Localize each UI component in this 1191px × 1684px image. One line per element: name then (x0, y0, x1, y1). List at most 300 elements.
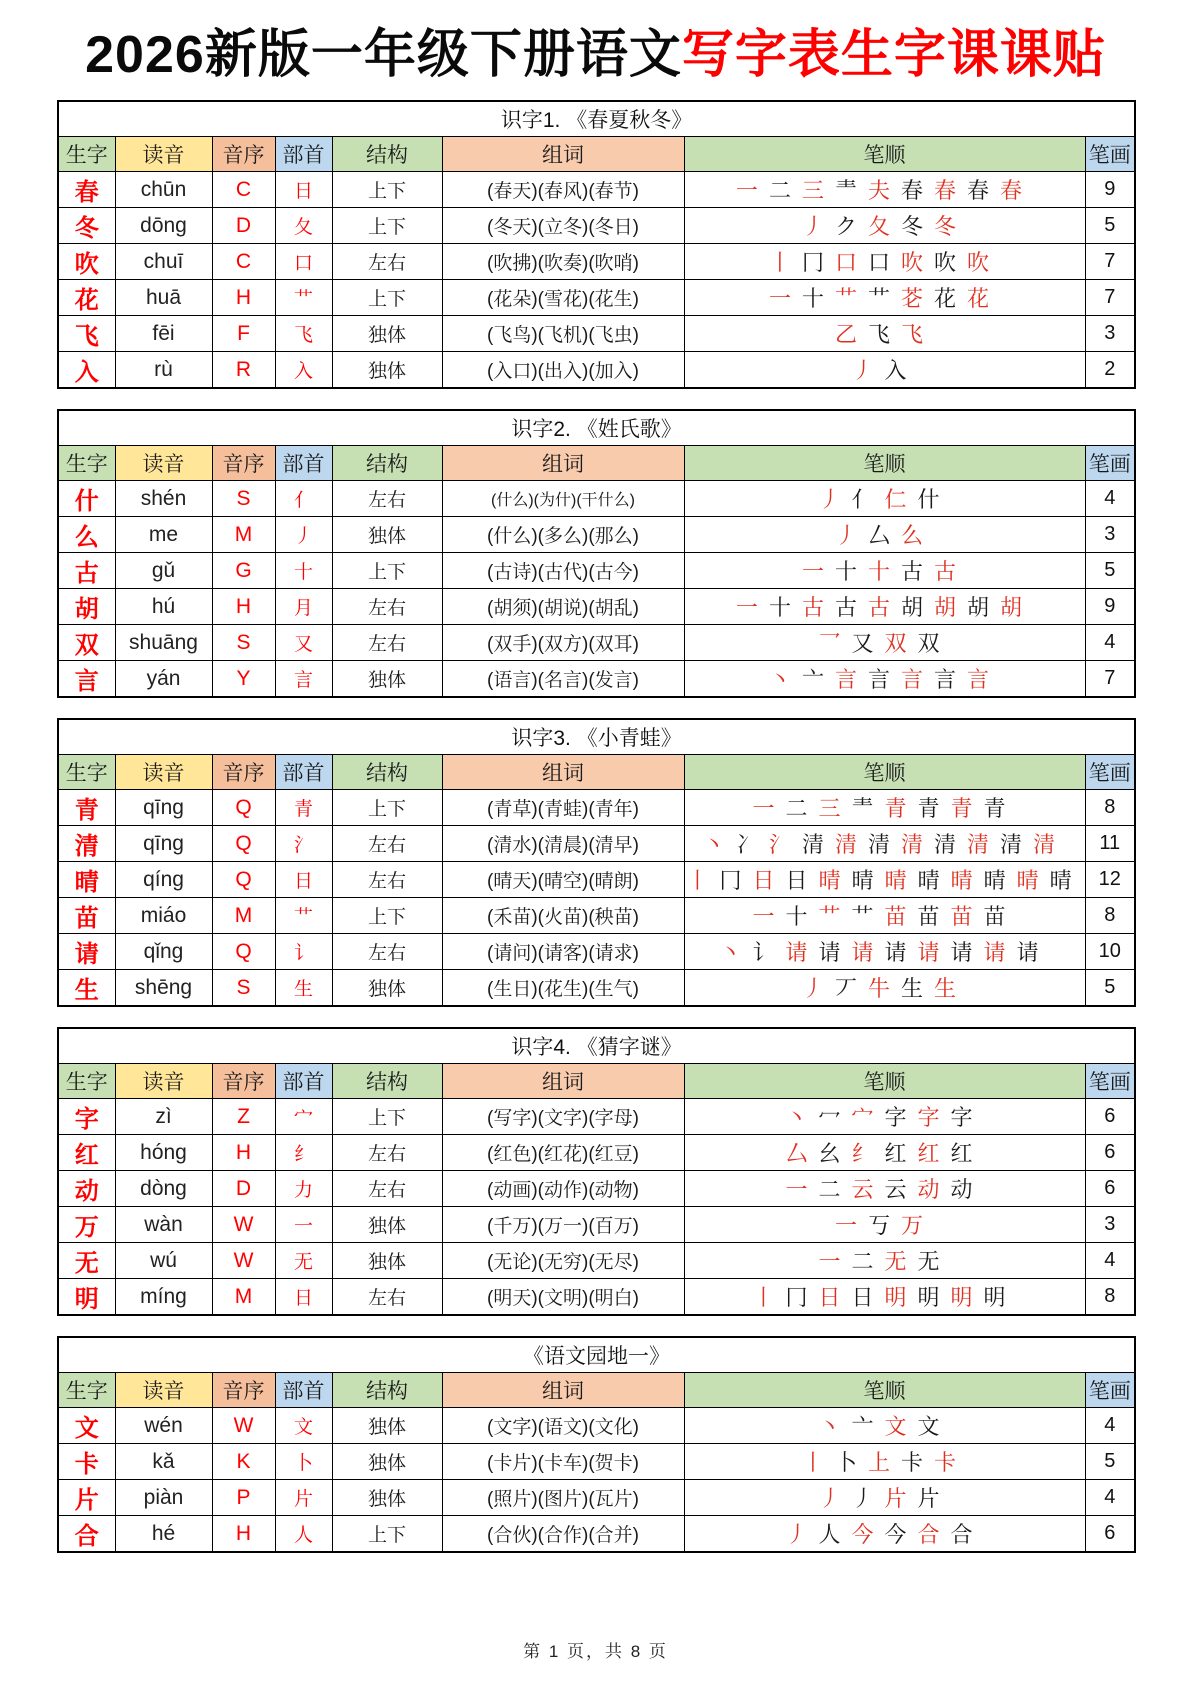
stroke-step: 一 (785, 1177, 808, 1202)
cell-initial: G (212, 553, 275, 589)
cell-stroke-count: 6 (1085, 1516, 1135, 1553)
cell-initial: R (212, 352, 275, 389)
cell-stroke-order (684, 1480, 1085, 1516)
character-row (58, 1135, 1135, 1171)
column-header-stroke-order: 笔顺 (684, 1373, 1085, 1408)
cell-stroke-count: 9 (1085, 589, 1135, 625)
cell-words: (语言)(名言)(发言) (442, 661, 684, 698)
cell-radical: 言 (275, 661, 332, 698)
stroke-step: 生 (934, 976, 957, 1001)
column-header-radical: 部首 (275, 1373, 332, 1408)
stroke-step: 上 (867, 1450, 890, 1475)
cell-stroke-order (684, 898, 1085, 934)
stroke-step: 片 (917, 1486, 940, 1511)
cell-char: 生 (58, 970, 115, 1007)
cell-stroke-order (684, 970, 1085, 1007)
stroke-step: 丨 (801, 1450, 824, 1475)
cell-char: 青 (58, 790, 115, 826)
stroke-step: 文 (917, 1414, 940, 1439)
cell-words: (春天)(春风)(春节) (442, 172, 684, 208)
cell-radical: 日 (275, 862, 332, 898)
cell-pinyin: piàn (115, 1480, 212, 1516)
stroke-step: 言 (867, 667, 890, 692)
stroke-step: 青 (950, 796, 973, 821)
cell-structure: 左右 (332, 1135, 442, 1171)
cell-pinyin: wú (115, 1243, 212, 1279)
cell-words: (请问)(请客)(请求) (442, 934, 684, 970)
stroke-step: 冖 (818, 1105, 841, 1130)
stroke-step: 丶 (818, 1414, 841, 1439)
cell-words: (写字)(文字)(字母) (442, 1099, 684, 1135)
character-row (58, 1099, 1135, 1135)
cell-structure: 左右 (332, 625, 442, 661)
cell-pinyin: chūn (115, 172, 212, 208)
stroke-step: 飞 (901, 322, 924, 347)
cell-char: 飞 (58, 316, 115, 352)
stroke-step: 言 (967, 667, 990, 692)
cell-stroke-count: 10 (1085, 934, 1135, 970)
cell-char: 花 (58, 280, 115, 316)
cell-stroke-count: 7 (1085, 280, 1135, 316)
cell-structure: 独体 (332, 517, 442, 553)
cell-initial: Q (212, 826, 275, 862)
stroke-step: 清 (901, 832, 924, 857)
cell-pinyin: yán (115, 661, 212, 698)
column-header-stroke-count: 笔画 (1085, 1064, 1135, 1099)
stroke-step: 一 (735, 595, 758, 620)
cell-initial: F (212, 316, 275, 352)
stroke-step: 苗 (983, 904, 1006, 929)
column-header-words: 组词 (442, 755, 684, 790)
stroke-step: 人 (818, 1522, 841, 1547)
stroke-step: 乛 (818, 631, 841, 656)
cell-pinyin: wén (115, 1408, 212, 1444)
stroke-step: 清 (967, 832, 990, 857)
stroke-step: 日 (752, 868, 775, 893)
character-row (58, 1480, 1135, 1516)
stroke-step: 丿 (801, 976, 824, 1001)
stroke-step: 十 (834, 559, 857, 584)
column-header-pinyin: 读音 (115, 446, 212, 481)
cell-initial: K (212, 1444, 275, 1480)
column-header-row (58, 1064, 1135, 1099)
cell-radical: 日 (275, 1279, 332, 1316)
stroke-step: 牛 (867, 976, 890, 1001)
cell-radical: 文 (275, 1408, 332, 1444)
cell-stroke-count: 3 (1085, 1207, 1135, 1243)
cell-char: 双 (58, 625, 115, 661)
stroke-step: 丶 (719, 940, 742, 965)
cell-stroke-count: 2 (1085, 352, 1135, 389)
stroke-step: 二 (785, 796, 808, 821)
character-row (58, 898, 1135, 934)
stroke-step: 花 (934, 286, 957, 311)
cell-stroke-count: 5 (1085, 553, 1135, 589)
cell-initial: M (212, 1279, 275, 1316)
cell-words: (红色)(红花)(红豆) (442, 1135, 684, 1171)
cell-radical: 讠 (275, 934, 332, 970)
stroke-step: 冂 (785, 1285, 808, 1310)
stroke-step: 晴 (851, 868, 874, 893)
cell-radical: 氵 (275, 826, 332, 862)
cell-stroke-order (684, 352, 1085, 389)
cell-words: (明天)(文明)(明白) (442, 1279, 684, 1316)
stroke-step: 万 (901, 1213, 924, 1238)
stroke-step: 什 (917, 487, 940, 512)
page-title (0, 0, 1191, 86)
column-header-words: 组词 (442, 446, 684, 481)
column-header-initial: 音序 (212, 755, 275, 790)
cell-char: 字 (58, 1099, 115, 1135)
cell-words: (禾苗)(火苗)(秧苗) (442, 898, 684, 934)
stroke-step: 红 (950, 1141, 973, 1166)
cell-stroke-count: 4 (1085, 481, 1135, 517)
cell-pinyin: miáo (115, 898, 212, 934)
character-row (58, 970, 1135, 1007)
stroke-step: 丨 (768, 250, 791, 275)
cell-pinyin: wàn (115, 1207, 212, 1243)
cell-initial: W (212, 1243, 275, 1279)
cell-initial: S (212, 970, 275, 1007)
column-header-row (58, 755, 1135, 790)
cell-radical: 人 (275, 1516, 332, 1553)
table-caption: 识字3. 《小青蛙》 (58, 719, 1135, 755)
table-caption: 识字4. 《猜字谜》 (58, 1028, 1135, 1064)
cell-stroke-order (684, 481, 1085, 517)
stroke-step: 一 (818, 1249, 841, 1274)
character-row (58, 481, 1135, 517)
cell-stroke-order (684, 1408, 1085, 1444)
cell-char: 合 (58, 1516, 115, 1553)
stroke-step: 艹 (834, 286, 857, 311)
stroke-step: 胡 (934, 595, 957, 620)
cell-stroke-count: 4 (1085, 625, 1135, 661)
stroke-step: 丂 (867, 1213, 890, 1238)
stroke-step: 亠 (851, 1414, 874, 1439)
table-caption: 《语文园地一》 (58, 1337, 1135, 1373)
stroke-step: 日 (851, 1285, 874, 1310)
stroke-step: 一 (768, 286, 791, 311)
cell-words: (晴天)(晴空)(晴朗) (442, 862, 684, 898)
stroke-step: 春 (967, 178, 990, 203)
cell-pinyin: shén (115, 481, 212, 517)
stroke-step: 明 (917, 1285, 940, 1310)
cell-words: (千万)(万一)(百万) (442, 1207, 684, 1243)
cell-words: (合伙)(合作)(合并) (442, 1516, 684, 1553)
stroke-step: 云 (851, 1177, 874, 1202)
cell-structure: 独体 (332, 1480, 442, 1516)
cell-initial: Z (212, 1099, 275, 1135)
cell-initial: D (212, 208, 275, 244)
column-header-radical: 部首 (275, 137, 332, 172)
cell-words: (文字)(语文)(文化) (442, 1408, 684, 1444)
stroke-step: 日 (818, 1285, 841, 1310)
cell-radical: 夂 (275, 208, 332, 244)
stroke-step: 艹 (851, 904, 874, 929)
stroke-step: 请 (851, 940, 874, 965)
cell-structure: 独体 (332, 316, 442, 352)
column-header-initial: 音序 (212, 446, 275, 481)
cell-initial: Q (212, 862, 275, 898)
column-header-stroke-count: 笔画 (1085, 446, 1135, 481)
stroke-step: 丿 (851, 358, 874, 383)
cell-stroke-order (684, 316, 1085, 352)
stroke-step: 清 (1000, 832, 1023, 857)
cell-words: (入口)(出入)(加入) (442, 352, 684, 389)
cell-structure: 独体 (332, 970, 442, 1007)
stroke-step: 清 (934, 832, 957, 857)
stroke-step: 二 (851, 1249, 874, 1274)
cell-stroke-order (684, 1279, 1085, 1316)
cell-stroke-order (684, 790, 1085, 826)
cell-structure: 左右 (332, 1171, 442, 1207)
character-row (58, 244, 1135, 280)
cell-structure: 左右 (332, 481, 442, 517)
stroke-step: 讠 (752, 940, 775, 965)
stroke-step: 请 (884, 940, 907, 965)
title-red-part: 写字表生字课课贴 (681, 26, 1106, 84)
stroke-step: 冫 (735, 832, 758, 857)
stroke-step: 动 (950, 1177, 973, 1202)
page-number-footer: 第 1 页，共 8 页 (523, 1642, 668, 1661)
cell-stroke-count: 3 (1085, 517, 1135, 553)
stroke-step: 晴 (818, 868, 841, 893)
cell-structure: 上下 (332, 898, 442, 934)
cell-char: 红 (58, 1135, 115, 1171)
stroke-step: 明 (884, 1285, 907, 1310)
stroke-step: 二 (818, 1177, 841, 1202)
stroke-step: 夂 (867, 214, 890, 239)
cell-stroke-count: 5 (1085, 1444, 1135, 1480)
cell-radical: 青 (275, 790, 332, 826)
cell-words: (双手)(双方)(双耳) (442, 625, 684, 661)
stroke-step: 生 (901, 976, 924, 1001)
stroke-step: 丿 (834, 523, 857, 548)
stroke-step: 一 (752, 904, 775, 929)
cell-words: (生日)(花生)(生气) (442, 970, 684, 1007)
stroke-step: 吹 (901, 250, 924, 275)
cell-structure: 左右 (332, 826, 442, 862)
stroke-step: 么 (901, 523, 924, 548)
column-header-structure: 结构 (332, 1064, 442, 1099)
cell-initial: H (212, 1516, 275, 1553)
cell-stroke-order (684, 1243, 1085, 1279)
cell-structure: 左右 (332, 934, 442, 970)
stroke-step: 请 (1016, 940, 1039, 965)
cell-stroke-count: 12 (1085, 862, 1135, 898)
cell-stroke-count: 4 (1085, 1408, 1135, 1444)
stroke-step: 卜 (834, 1450, 857, 1475)
stroke-step: 无 (917, 1249, 940, 1274)
column-header-char: 生字 (58, 1373, 115, 1408)
stroke-step: 清 (1033, 832, 1056, 857)
character-row (58, 208, 1135, 244)
stroke-step: 纟 (851, 1141, 874, 1166)
cell-words: (吹拂)(吹奏)(吹哨) (442, 244, 684, 280)
stroke-step: 三 (818, 796, 841, 821)
stroke-step: 晴 (884, 868, 907, 893)
cell-stroke-count: 7 (1085, 661, 1135, 698)
stroke-step: 氵 (768, 832, 791, 857)
cell-initial: P (212, 1480, 275, 1516)
cell-stroke-count: 6 (1085, 1099, 1135, 1135)
cell-structure: 上下 (332, 280, 442, 316)
stroke-step: 亠 (801, 667, 824, 692)
stroke-step: 春 (901, 178, 924, 203)
stroke-step: 请 (818, 940, 841, 965)
stroke-step: 胡 (967, 595, 990, 620)
cell-words: (清水)(清晨)(清早) (442, 826, 684, 862)
cell-initial: C (212, 244, 275, 280)
column-header-pinyin: 读音 (115, 137, 212, 172)
column-header-words: 组词 (442, 137, 684, 172)
column-header-words: 组词 (442, 1373, 684, 1408)
stroke-step: 一 (834, 1213, 857, 1238)
column-header-initial: 音序 (212, 1064, 275, 1099)
cell-structure: 左右 (332, 244, 442, 280)
character-row (58, 1171, 1135, 1207)
stroke-step: 丿 (801, 214, 824, 239)
table-caption: 识字1. 《春夏秋冬》 (58, 101, 1135, 137)
stroke-step: 丿 (851, 1486, 874, 1511)
cell-pinyin: dòng (115, 1171, 212, 1207)
cell-radical: 亻 (275, 481, 332, 517)
stroke-step: 文 (884, 1414, 907, 1439)
cell-radical: 卜 (275, 1444, 332, 1480)
stroke-step: 吹 (967, 250, 990, 275)
stroke-step: 晴 (917, 868, 940, 893)
cell-words: (胡须)(胡说)(胡乱) (442, 589, 684, 625)
stroke-step: 合 (950, 1522, 973, 1547)
cell-radical: 日 (275, 172, 332, 208)
cell-radical: 无 (275, 1243, 332, 1279)
cell-pinyin: rù (115, 352, 212, 389)
stroke-step: 字 (884, 1105, 907, 1130)
stroke-step: 青 (983, 796, 1006, 821)
column-header-char: 生字 (58, 1064, 115, 1099)
cell-stroke-count: 6 (1085, 1135, 1135, 1171)
lesson-table (57, 1027, 1136, 1316)
stroke-step: 厶 (785, 1141, 808, 1166)
column-header-pinyin: 读音 (115, 1064, 212, 1099)
cell-stroke-count: 8 (1085, 790, 1135, 826)
stroke-step: 冂 (801, 250, 824, 275)
stroke-step: 冂 (719, 868, 742, 893)
cell-initial: Y (212, 661, 275, 698)
cell-initial: W (212, 1408, 275, 1444)
character-row (58, 1408, 1135, 1444)
stroke-step: 苗 (950, 904, 973, 929)
stroke-step: 芲 (901, 286, 924, 311)
cell-stroke-count: 11 (1085, 826, 1135, 862)
cell-stroke-order (684, 1135, 1085, 1171)
cell-char: 入 (58, 352, 115, 389)
cell-char: 言 (58, 661, 115, 698)
cell-pinyin: hé (115, 1516, 212, 1553)
cell-initial: W (212, 1207, 275, 1243)
stroke-step: 一 (752, 796, 775, 821)
cell-initial: M (212, 898, 275, 934)
cell-stroke-order (684, 553, 1085, 589)
cell-char: 吹 (58, 244, 115, 280)
title-black-part: 2026新版一年级下册语文 (85, 26, 682, 84)
character-row (58, 172, 1135, 208)
cell-initial: H (212, 589, 275, 625)
column-header-initial: 音序 (212, 137, 275, 172)
stroke-step: 冬 (934, 214, 957, 239)
stroke-step: 口 (867, 250, 890, 275)
lesson-table (57, 100, 1136, 389)
stroke-step: 清 (801, 832, 824, 857)
cell-radical: 又 (275, 625, 332, 661)
column-header-structure: 结构 (332, 137, 442, 172)
stroke-step: 日 (785, 868, 808, 893)
stroke-step: 古 (834, 595, 857, 620)
cell-words: (冬天)(立冬)(冬日) (442, 208, 684, 244)
cell-radical: 生 (275, 970, 332, 1007)
stroke-step: 二 (768, 178, 791, 203)
stroke-step: 仁 (884, 487, 907, 512)
column-header-pinyin: 读音 (115, 755, 212, 790)
cell-words: (花朵)(雪花)(花生) (442, 280, 684, 316)
lesson-table (57, 409, 1136, 698)
stroke-step: 无 (884, 1249, 907, 1274)
stroke-step: 青 (884, 796, 907, 821)
stroke-step: 请 (983, 940, 1006, 965)
cell-words: (动画)(动作)(动物) (442, 1171, 684, 1207)
column-header-radical: 部首 (275, 755, 332, 790)
cell-stroke-order (684, 1516, 1085, 1553)
column-header-stroke-count: 笔画 (1085, 1373, 1135, 1408)
cell-pinyin: zì (115, 1099, 212, 1135)
stroke-step: 清 (867, 832, 890, 857)
stroke-step: 丨 (752, 1285, 775, 1310)
column-header-stroke-order: 笔顺 (684, 755, 1085, 790)
cell-structure: 独体 (332, 352, 442, 389)
stroke-step: 乙 (834, 322, 857, 347)
column-header-stroke-count: 笔画 (1085, 755, 1135, 790)
cell-words: (青草)(青蛙)(青年) (442, 790, 684, 826)
character-row (58, 280, 1135, 316)
cell-stroke-count: 3 (1085, 316, 1135, 352)
cell-words: (什么)(多么)(那么) (442, 517, 684, 553)
stroke-step: 古 (934, 559, 957, 584)
stroke-step: 吹 (934, 250, 957, 275)
stroke-step: 丶 (785, 1105, 808, 1130)
cell-words: (飞鸟)(飞机)(飞虫) (442, 316, 684, 352)
cell-stroke-count: 4 (1085, 1243, 1135, 1279)
column-header-row (58, 446, 1135, 481)
character-row (58, 625, 1135, 661)
cell-stroke-order (684, 1444, 1085, 1480)
column-header-char: 生字 (58, 755, 115, 790)
character-row (58, 934, 1135, 970)
stroke-step: 亻 (851, 487, 874, 512)
cell-stroke-order (684, 661, 1085, 698)
cell-stroke-order (684, 280, 1085, 316)
column-header-structure: 结构 (332, 1373, 442, 1408)
stroke-step: 明 (950, 1285, 973, 1310)
cell-words: (卡片)(卡车)(贺卡) (442, 1444, 684, 1480)
stroke-step: ク (834, 214, 857, 239)
cell-structure: 左右 (332, 1279, 442, 1316)
cell-char: 什 (58, 481, 115, 517)
stroke-step: 丿 (818, 487, 841, 512)
column-header-radical: 部首 (275, 446, 332, 481)
character-row (58, 316, 1135, 352)
cell-words: (无论)(无穷)(无尽) (442, 1243, 684, 1279)
cell-char: 万 (58, 1207, 115, 1243)
